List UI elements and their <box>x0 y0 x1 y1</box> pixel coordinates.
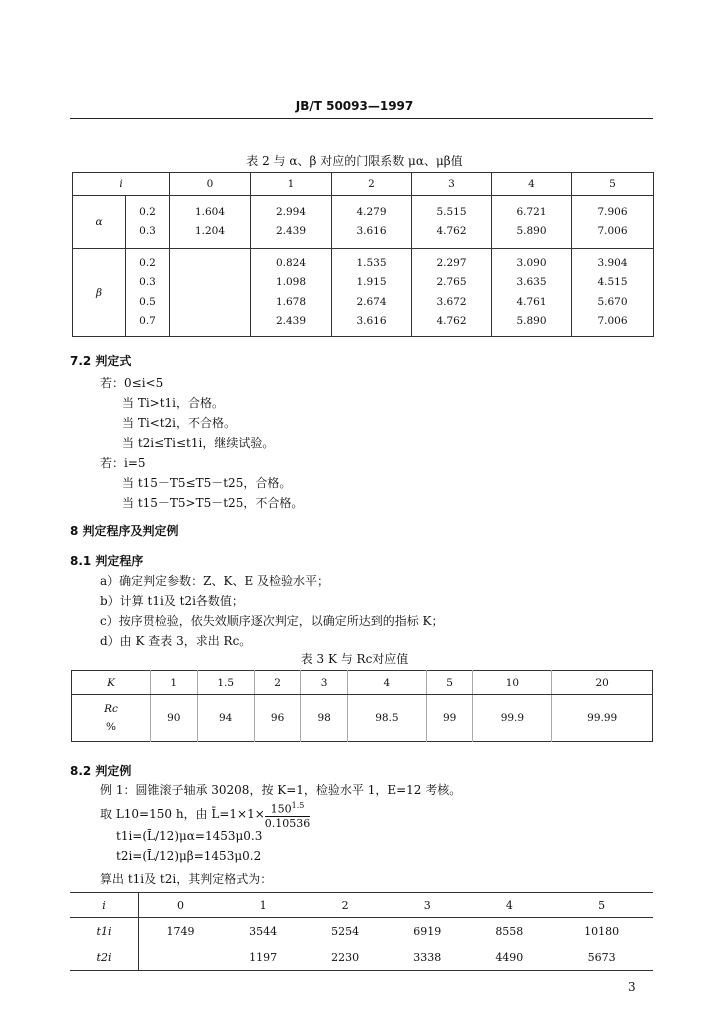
decision-table <box>70 892 653 971</box>
table2-cell: 4.762 <box>436 315 467 327</box>
table2-group-beta <box>73 249 654 337</box>
table2-cell: 2.439 <box>275 225 307 237</box>
table3-cell: 1 <box>151 671 198 695</box>
decision-header: 4 <box>468 893 550 918</box>
table2-cell: 5.890 <box>516 315 547 327</box>
table3-cell: 99 <box>426 695 473 742</box>
table2-col-header: 3 <box>412 173 492 196</box>
procedure-item: a）确定判定参数：Z、K、E 及检验水平； <box>100 574 330 588</box>
table2-cell: 1.915 <box>356 276 387 288</box>
judgment-line: 若：i=5 <box>100 456 146 470</box>
decision-cell: 1749 <box>166 924 195 938</box>
table2-col-header: 0 <box>170 173 251 196</box>
table2-cell: 5.890 <box>516 225 547 237</box>
table3-cell: 1.5 <box>197 671 254 695</box>
table2-key: 0.7 <box>139 315 156 327</box>
fraction-exponent: 1.5 <box>291 801 305 810</box>
table2-group-symbol: β <box>95 286 103 299</box>
table3-cell: 3 <box>301 671 348 695</box>
decision-header: 5 <box>550 893 653 918</box>
table2-cell: 1.204 <box>194 225 226 237</box>
table2-group-symbol: α <box>73 196 126 249</box>
judgment-line: 当 t2i≤Ti≤t1i，继续试验。 <box>122 436 275 450</box>
table2-cell: 4.762 <box>436 225 467 237</box>
table2-cell: 6.721 <box>516 205 547 218</box>
calc-text: 算出 t1i及 t2i，其判定格式为： <box>100 872 273 886</box>
table3-cell: 98.5 <box>347 695 426 742</box>
table2-cell: 4.279 <box>356 205 387 218</box>
table2-cell: 3.635 <box>516 276 547 288</box>
table2-cell: 1.604 <box>194 205 226 218</box>
take-prefix: 取 L10=150 h，由 L̄=1×1× <box>100 806 265 821</box>
header-rule <box>70 118 653 119</box>
table2-cell: 1.678 <box>275 295 307 308</box>
table2-corner: i <box>73 173 170 196</box>
decision-header: i <box>70 893 139 918</box>
decision-header: 2 <box>304 893 386 918</box>
judgment-line: 若：0≤i<5 <box>100 376 164 390</box>
table2-group-alpha <box>73 196 654 249</box>
decision-cell <box>139 944 223 971</box>
equation-t1: t1i=(L̄/12)μα=1453μ0.3 <box>116 829 263 843</box>
fraction-denominator: 0.10536 <box>264 816 311 830</box>
decision-cell: 1197 <box>222 944 304 971</box>
procedure-item: c）按序贯检验，依失效顺序逐次判定，以确定所达到的指标 K； <box>100 614 444 628</box>
table2-cell: 4.515 <box>597 276 628 288</box>
table2-key: 0.2 <box>139 205 156 218</box>
decision-cell: 3338 <box>386 944 468 971</box>
table2-cell: 3.904 <box>597 256 628 269</box>
decision-header: 0 <box>139 893 223 918</box>
section-7-2-heading: 7.2 判定式 <box>70 354 132 368</box>
table3-caption: 表 3 K 与 Rc对应值 <box>300 652 409 666</box>
judgment-line: 当 Ti>t1i，合格。 <box>122 396 225 410</box>
section-8-2-heading: 8.2 判定例 <box>70 764 132 778</box>
table2-cell: 2.994 <box>275 205 307 218</box>
table3-cell: 5 <box>426 671 473 695</box>
table3-cell: 99.99 <box>552 695 653 742</box>
table-row <box>70 944 653 971</box>
decision-cell: 10180 <box>584 924 620 938</box>
table2-cell: 7.006 <box>597 315 628 327</box>
decision-row-label: t2i <box>70 944 139 971</box>
table2-cell: 2.439 <box>275 315 307 327</box>
table2-cell: 7.906 <box>597 205 628 218</box>
table2-cell: 5.515 <box>436 205 467 218</box>
table2-col-header: 5 <box>572 173 654 196</box>
table2-caption: 表 2 与 α、β 对应的门限系数 μα、μβ值 <box>246 154 463 168</box>
equation-t2: t2i=(L̄/12)μβ=1453μ0.2 <box>116 849 262 863</box>
decision-header: 1 <box>222 893 304 918</box>
judgment-line: 当 Ti<t2i，不合格。 <box>122 416 237 430</box>
table3-cell: 2 <box>254 671 301 695</box>
table2-cell: 0.824 <box>275 256 307 269</box>
decision-cell: 4490 <box>468 944 550 971</box>
table2-key: 0.2 <box>139 256 156 269</box>
table2-cell: 2.765 <box>436 276 467 288</box>
table3-cell: 4 <box>347 671 426 695</box>
page-number: 3 <box>628 980 636 994</box>
table2-cell: 2.674 <box>356 295 387 308</box>
table3-cell: 96 <box>254 695 301 742</box>
table2-key: 0.3 <box>139 225 156 237</box>
decision-row-label: t1i <box>70 918 139 945</box>
table3-rc-label: Rc <box>104 703 118 715</box>
table3-cell: 10 <box>473 671 552 695</box>
table3-percent-label: % <box>106 721 116 733</box>
table3-cell: K <box>72 671 151 695</box>
decision-cell: 3544 <box>249 924 278 938</box>
decision-cell: 5673 <box>550 944 653 971</box>
table3-cell: 90 <box>151 695 198 742</box>
table2-col-header: 1 <box>251 173 332 196</box>
document-code: JB/T 50093—1997 <box>295 99 414 113</box>
judgment-line: 当 t15－T5>T5－t25，不合格。 <box>122 496 304 510</box>
decision-cell: 8558 <box>495 924 524 938</box>
table2-cell: 7.006 <box>597 225 628 237</box>
decision-cell: 6919 <box>413 924 442 938</box>
take-line <box>100 799 310 830</box>
table2-cell: 1.535 <box>356 256 387 269</box>
table2-cell: 3.672 <box>436 295 467 308</box>
decision-cell: 5254 <box>331 924 360 938</box>
judgment-line: 当 t15－T5≤T5－t25，合格。 <box>122 476 292 490</box>
table2-cell: 5.670 <box>597 295 628 308</box>
table2 <box>72 172 654 337</box>
table2-key: 0.3 <box>139 276 156 288</box>
table3-cell: 99.9 <box>473 695 552 742</box>
table2-col-header: 2 <box>332 173 412 196</box>
table3-cell: 20 <box>552 671 653 695</box>
fraction <box>265 799 311 830</box>
example-text: 例 1：圆锥滚子轴承 30208，按 K=1，检验水平 1，E=12 考核。 <box>100 783 462 797</box>
procedure-item: d）由 K 查表 3，求出 Rc。 <box>100 634 252 648</box>
table2-cell: 4.761 <box>516 295 547 308</box>
table2-key: 0.5 <box>139 295 156 308</box>
decision-header: 3 <box>386 893 468 918</box>
table2-cell: 2.297 <box>436 256 467 269</box>
fraction-numerator: 150 <box>270 802 292 816</box>
table2-col-header: 4 <box>492 173 572 196</box>
table-row <box>70 918 653 945</box>
table3-cell: 94 <box>197 695 254 742</box>
table2-cell: 3.090 <box>516 256 547 269</box>
table2-cell: 3.616 <box>356 225 387 237</box>
table3 <box>71 670 653 742</box>
procedure-item: b）计算 t1i及 t2i各数值； <box>100 594 244 608</box>
section-8-heading: 8 判定程序及判定例 <box>70 524 179 538</box>
table2-cell: 3.616 <box>356 315 387 327</box>
table3-cell: 98 <box>301 695 348 742</box>
section-8-1-heading: 8.1 判定程序 <box>70 554 144 568</box>
decision-cell: 2230 <box>304 944 386 971</box>
table2-cell: 1.098 <box>275 276 307 288</box>
